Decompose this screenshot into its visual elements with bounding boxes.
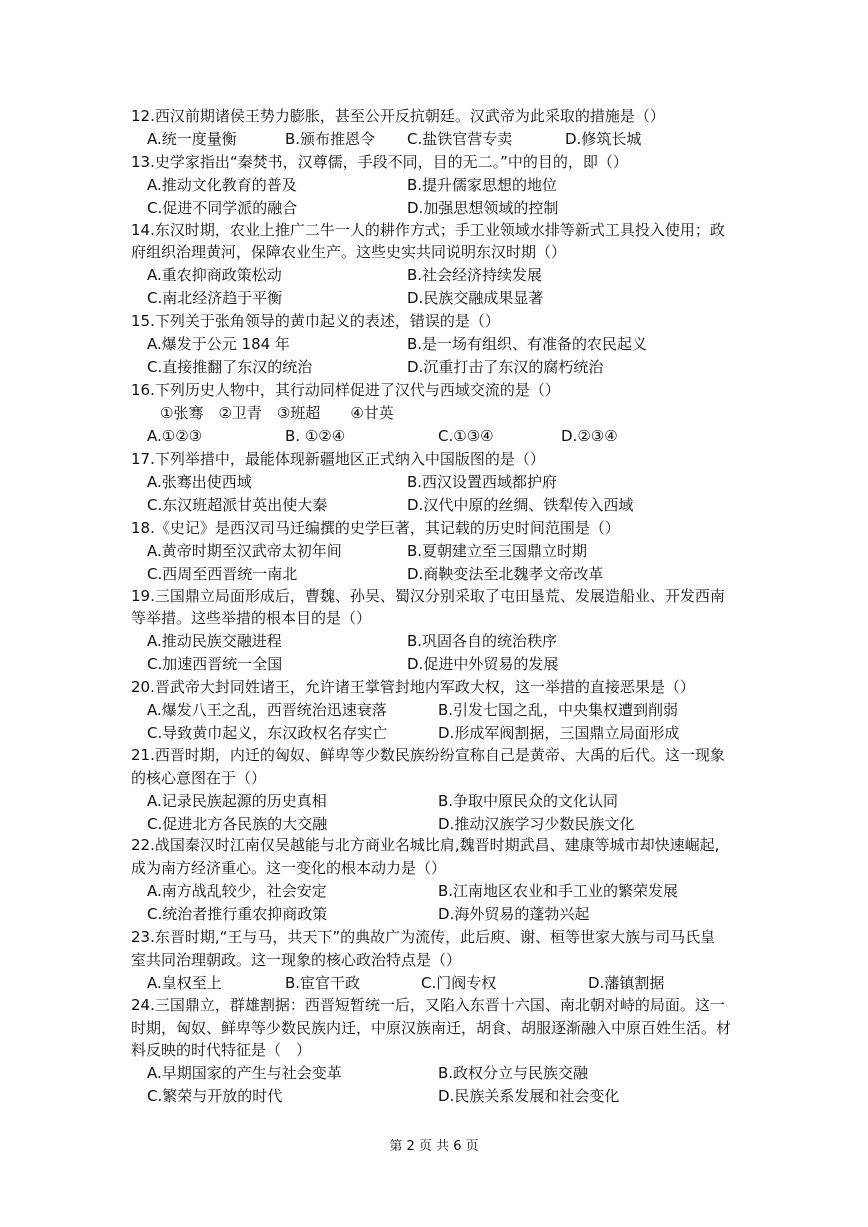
question-19-stem-line-1: 19.三国鼎立局面形成后，曹魏、孙吴、蜀汉分别采取了屯田垦荒、发展造船业、开发西南 xyxy=(131,587,725,605)
question-18-option-b: B.夏朝建立至三国鼎立时期 xyxy=(407,542,588,560)
question-20-stem: 20.晋武帝大封同姓诸王，允许诸王掌管封地内军政大权，这一举措的直接恶果是（） xyxy=(131,678,695,696)
question-20-option-d: D.形成军阀割据，三国鼎立局面形成 xyxy=(438,724,680,742)
question-18-option-d: D.商鞅变法至北魏孝文帝改革 xyxy=(407,565,604,583)
question-13-option-c: C.促进不同学派的融合 xyxy=(147,199,298,217)
question-21-stem-line-1: 21.西晋时期，内迁的匈奴、鲜卑等少数民族纷纷宣称自己是黄帝、大禹的后代。这一现象 xyxy=(131,746,725,764)
question-17-option-b: B.西汉设置西域都护府 xyxy=(407,473,558,491)
question-18-option-c: C.西周至西晋统一南北 xyxy=(147,565,298,583)
question-21-option-c: C.促进北方各民族的大交融 xyxy=(147,815,328,833)
page-footer: 第 2 页 共 6 页 xyxy=(389,1139,479,1154)
question-14-stem-line-2: 府组织治理黄河，保障农业生产。这些史实共同说明东汉时期（） xyxy=(131,243,567,261)
question-22-stem-line-1: 22.战国秦汉时江南仅吴越能与北方商业名城比肩,魏晋时期武昌、建康等城市却快速崛起, xyxy=(131,836,720,854)
question-15-option-a: A.爆发于公元 184 年 xyxy=(147,335,290,353)
question-19-stem-line-2: 等举措。这些举措的根本目的是（） xyxy=(131,609,372,627)
question-12-option-d: D.修筑长城 xyxy=(565,130,642,148)
question-23-option-a: A.皇权至上 xyxy=(147,974,222,992)
question-14-option-c: C.南北经济趋于平衡 xyxy=(147,289,283,307)
question-17-stem: 17.下列举措中，最能体现新疆地区正式纳入中国版图的是（） xyxy=(131,450,545,468)
question-13-option-b: B.提升儒家思想的地位 xyxy=(407,176,558,194)
question-22-option-c: C.统治者推行重农抑商政策 xyxy=(147,905,328,923)
question-17-option-d: D.汉代中原的丝绸、铁犁传入西域 xyxy=(407,496,634,514)
question-23-option-b: B.宦官干政 xyxy=(285,974,361,992)
question-22-stem-line-2: 成为南方经济重心。这一变化的根本动力是（） xyxy=(131,859,447,877)
question-20-option-c: C.导致黄巾起义，东汉政权名存实亡 xyxy=(147,724,388,742)
question-12-option-a: A.统一度量衡 xyxy=(147,130,237,148)
question-23-stem-line-1: 23.东晋时期,“王与马，共天下”的典故广为流传，此后庾、谢、桓等世家大族与司马氏皇 xyxy=(131,928,716,946)
question-24-option-d: D.民族关系发展和社会变化 xyxy=(438,1087,620,1105)
question-13-stem: 13.史学家指出“秦焚书，汉尊儒，手段不同，目的无二。”中的目的，即（） xyxy=(131,153,628,171)
question-16-option-c: C.①③④ xyxy=(438,427,494,445)
question-17-option-c: C.东汉班超派甘英出使大秦 xyxy=(147,496,328,514)
question-19-option-a: A.推动民族交融进程 xyxy=(147,632,282,650)
question-20-option-b: B.引发七国之乱，中央集权遭到削弱 xyxy=(438,701,679,719)
question-24-stem-line-2: 时期，匈奴、鲜卑等少数民族内迁，中原汉族南迁，胡食、胡服逐渐融入中原百姓生活。材 xyxy=(131,1019,732,1037)
question-24-option-b: B.政权分立与民族交融 xyxy=(438,1064,589,1082)
question-19-option-b: B.巩固各自的统治秩序 xyxy=(407,632,558,650)
question-24-option-a: A.早期国家的产生与社会变革 xyxy=(147,1064,342,1082)
question-16-option-a: A.①②③ xyxy=(147,427,203,445)
question-13-option-d: D.加强思想领域的控制 xyxy=(407,199,559,217)
question-22-option-a: A.南方战乱较少，社会安定 xyxy=(147,882,327,900)
question-24-stem-line-1: 24.三国鼎立，群雄割据：西晋短暂统一后，又陷入东晋十六国、南北朝对峙的局面。这一 xyxy=(131,996,725,1014)
question-20-option-a: A.爆发八王之乱，西晋统治迅速衰落 xyxy=(147,701,387,719)
question-16-option-d: D.②③④ xyxy=(561,427,618,445)
question-22-option-b: B.江南地区农业和手工业的繁荣发展 xyxy=(438,882,679,900)
question-15-option-c: C.直接推翻了东汉的统治 xyxy=(147,358,313,376)
question-19-option-d: D.促进中外贸易的发展 xyxy=(407,655,559,673)
question-12-option-b: B.颁布推恩令 xyxy=(285,130,376,148)
question-21-option-a: A.记录民族起源的历史真相 xyxy=(147,792,327,810)
question-18-option-a: A.黄帝时期至汉武帝太初年间 xyxy=(147,542,342,560)
question-15-stem: 15.下列关于张角领导的黄巾起义的表述，错误的是（） xyxy=(131,312,500,330)
question-21-stem-line-2: 的核心意图在于（） xyxy=(131,769,267,787)
question-14-option-d: D.民族交融成果显著 xyxy=(407,289,544,307)
question-16-option-b: B. ①②④ xyxy=(285,427,346,445)
question-16-stem: 16.下列历史人物中，其行动同样促进了汉代与西域交流的是（） xyxy=(131,381,560,399)
question-23-stem-line-2: 室共同治理朝政。这一现象的核心政治特点是（） xyxy=(131,951,462,969)
question-17-option-a: A.张骞出使西域 xyxy=(147,473,252,491)
question-22-option-d: D.海外贸易的蓬勃兴起 xyxy=(438,905,590,923)
question-15-option-d: D.沉重打击了东汉的腐朽统治 xyxy=(407,358,604,376)
question-13-option-a: A.推动文化教育的普及 xyxy=(147,176,297,194)
question-24-stem-line-3: 料反映的时代特征是（ ） xyxy=(131,1041,312,1059)
question-24-option-c: C.繁荣与开放的时代 xyxy=(147,1087,283,1105)
question-14-option-b: B.社会经济持续发展 xyxy=(407,266,543,284)
question-16-items: ①张骞 ②卫青 ③班超 ④甘英 xyxy=(160,404,394,422)
question-15-option-b: B.是一场有组织、有准备的农民起义 xyxy=(407,335,648,353)
question-21-option-d: D.推动汉族学习少数民族文化 xyxy=(438,815,635,833)
question-14-option-a: A.重农抑商政策松动 xyxy=(147,266,282,284)
question-23-option-c: C.门阀专权 xyxy=(421,974,497,992)
question-12-stem: 12.西汉前期诸侯王势力膨胀，甚至公开反抗朝廷。汉武帝为此采取的措施是（） xyxy=(131,107,665,125)
question-21-option-b: B.争取中原民众的文化认同 xyxy=(438,792,619,810)
question-14-stem-line-1: 14.东汉时期，农业上推广二牛一人的耕作方式；手工业领域水排等新式工具投入使用；政 xyxy=(131,221,725,239)
question-23-option-d: D.藩镇割据 xyxy=(588,974,665,992)
question-18-stem: 18.《史记》是西汉司马迁编撰的史学巨著，其记载的历史时间范围是（） xyxy=(131,519,620,537)
question-19-option-c: C.加速西晋统一全国 xyxy=(147,655,283,673)
question-12-option-c: C.盐铁官营专卖 xyxy=(407,130,513,148)
